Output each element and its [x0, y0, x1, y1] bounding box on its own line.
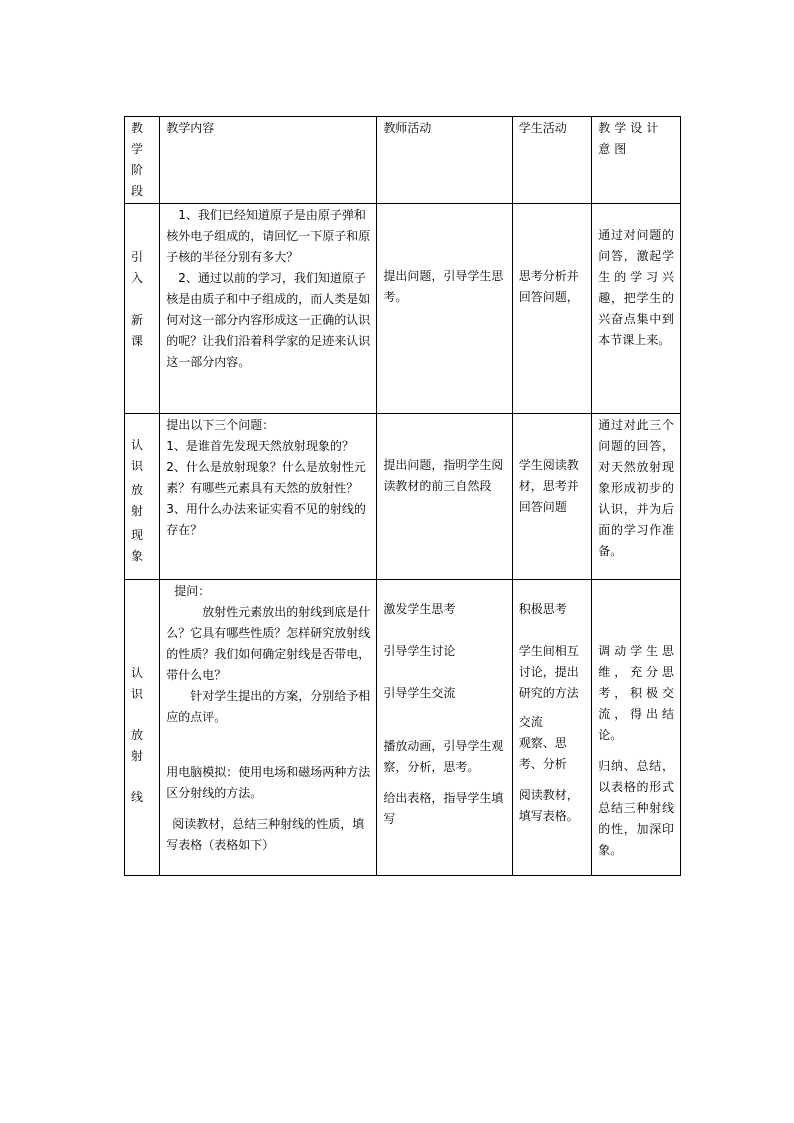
student-cell — [512, 580, 592, 876]
header-intent: 教学设计意图 — [592, 117, 681, 204]
teacher-activity: 激发学生思考 — [383, 602, 456, 616]
header-stage: 教学阶段 — [125, 117, 160, 204]
intent-cell — [592, 204, 681, 414]
content-paragraph: 放射性元素放出的射线到底是什么？它具有哪些性质？怎样研究放射线的性质？我们如何确定射线是否带电，带什么电？ — [166, 605, 371, 682]
intent-cell — [592, 414, 681, 580]
content-paragraph: 3、用什么办法来证实看不见的射线的存在？ — [166, 502, 366, 537]
stage-label: 引入 — [131, 250, 145, 285]
intent-cell — [592, 580, 681, 876]
stage-label: 放射 — [131, 728, 145, 763]
content-cell — [160, 580, 377, 876]
content-paragraph: 1、是谁首先发现天然放射现象的？ — [166, 439, 354, 453]
stage-label: 认识 — [131, 666, 145, 701]
table-header-row — [125, 117, 681, 204]
stage-cell — [125, 414, 160, 580]
stage-cell — [125, 580, 160, 876]
design-intent: 通过对问题的问答，激起学生的学习兴趣，把学生的兴奋点集中到本节课上来。 — [598, 228, 674, 347]
teacher-activity: 播放动画，引导学生观察，分析，思考。 — [383, 739, 504, 774]
teacher-activity: 给出表格，指导学生填写 — [383, 791, 504, 826]
student-activity: 学生间相互讨论，提出研究的方法 — [518, 644, 579, 700]
content-paragraph: 2、什么是放射现象？什么是放射性元素？有哪些元素具有天然的放射性？ — [166, 460, 366, 495]
teacher-activity: 引导学生交流 — [383, 686, 456, 700]
student-cell — [512, 204, 592, 414]
header-student: 学生活动 — [512, 117, 592, 204]
design-intent: 调动学生思维，充分思考，积极交流，得出结论。 — [598, 644, 674, 742]
stage-label: 现象 — [131, 528, 145, 563]
content-paragraph: 提出以下三个问题： — [166, 418, 275, 432]
content-paragraph: 2、通过以前的学习，我们知道原子核是由质子和中子组成的，而人类是如何对这一部分内容形成这一正确的认识的呢？让我们沿着科学家的足迹来认识这一部分内容。 — [166, 271, 371, 369]
table-row — [125, 414, 681, 580]
student-activity: 学生阅读教材，思考并回答问题 — [518, 458, 579, 514]
teacher-activity: 提出问题，引导学生思考。 — [383, 269, 504, 304]
content-cell — [160, 204, 377, 414]
header-content: 教学内容 — [160, 117, 377, 204]
content-paragraph: 阅读教材，总结三种射线的性质，填写表格（表格如下） — [166, 817, 365, 852]
table-row — [125, 580, 681, 876]
student-cell — [512, 414, 592, 580]
student-activity: 交流 — [518, 715, 543, 729]
teacher-cell — [377, 204, 512, 414]
stage-cell — [125, 204, 160, 414]
stage-label: 认识 — [131, 438, 145, 473]
teacher-cell — [377, 414, 512, 580]
design-intent: 归纳、总结，以表格的形式总结三种射线的性，加深印象。 — [598, 759, 674, 857]
stage-label: 线 — [131, 790, 145, 804]
teacher-cell — [377, 580, 512, 876]
content-paragraph: 针对学生提出的方案，分别给予相应的点评。 — [166, 689, 371, 724]
content-cell — [160, 414, 377, 580]
content-paragraph: 提问： — [174, 584, 211, 598]
stage-label: 放射 — [131, 483, 145, 518]
content-paragraph: 用电脑模拟：使用电场和磁场两种方法区分射线的方法。 — [166, 765, 371, 800]
teacher-activity: 提出问题，指明学生阅读教材的前三自然段 — [383, 458, 504, 493]
content-paragraph: 1、我们已经知道原子是由原子弹和核外电子组成的，请回忆一下原子和原子核的半径分别有多大？ — [166, 208, 371, 264]
student-activity: 观察、思考、分析 — [518, 736, 567, 771]
student-activity: 思考分析并回答问题， — [518, 269, 579, 304]
table-row — [125, 204, 681, 414]
lesson-plan-table — [124, 116, 681, 876]
design-intent: 通过对此三个问题的回答，对天然放射现象形成初步的认识，并为后面的学习作准备。 — [598, 418, 674, 558]
student-activity: 积极思考 — [518, 602, 567, 616]
student-activity: 阅读教材，填写表格。 — [518, 788, 579, 823]
teacher-activity: 引导学生讨论 — [383, 644, 456, 658]
header-teacher: 教师活动 — [377, 117, 512, 204]
stage-label: 新课 — [131, 313, 145, 348]
